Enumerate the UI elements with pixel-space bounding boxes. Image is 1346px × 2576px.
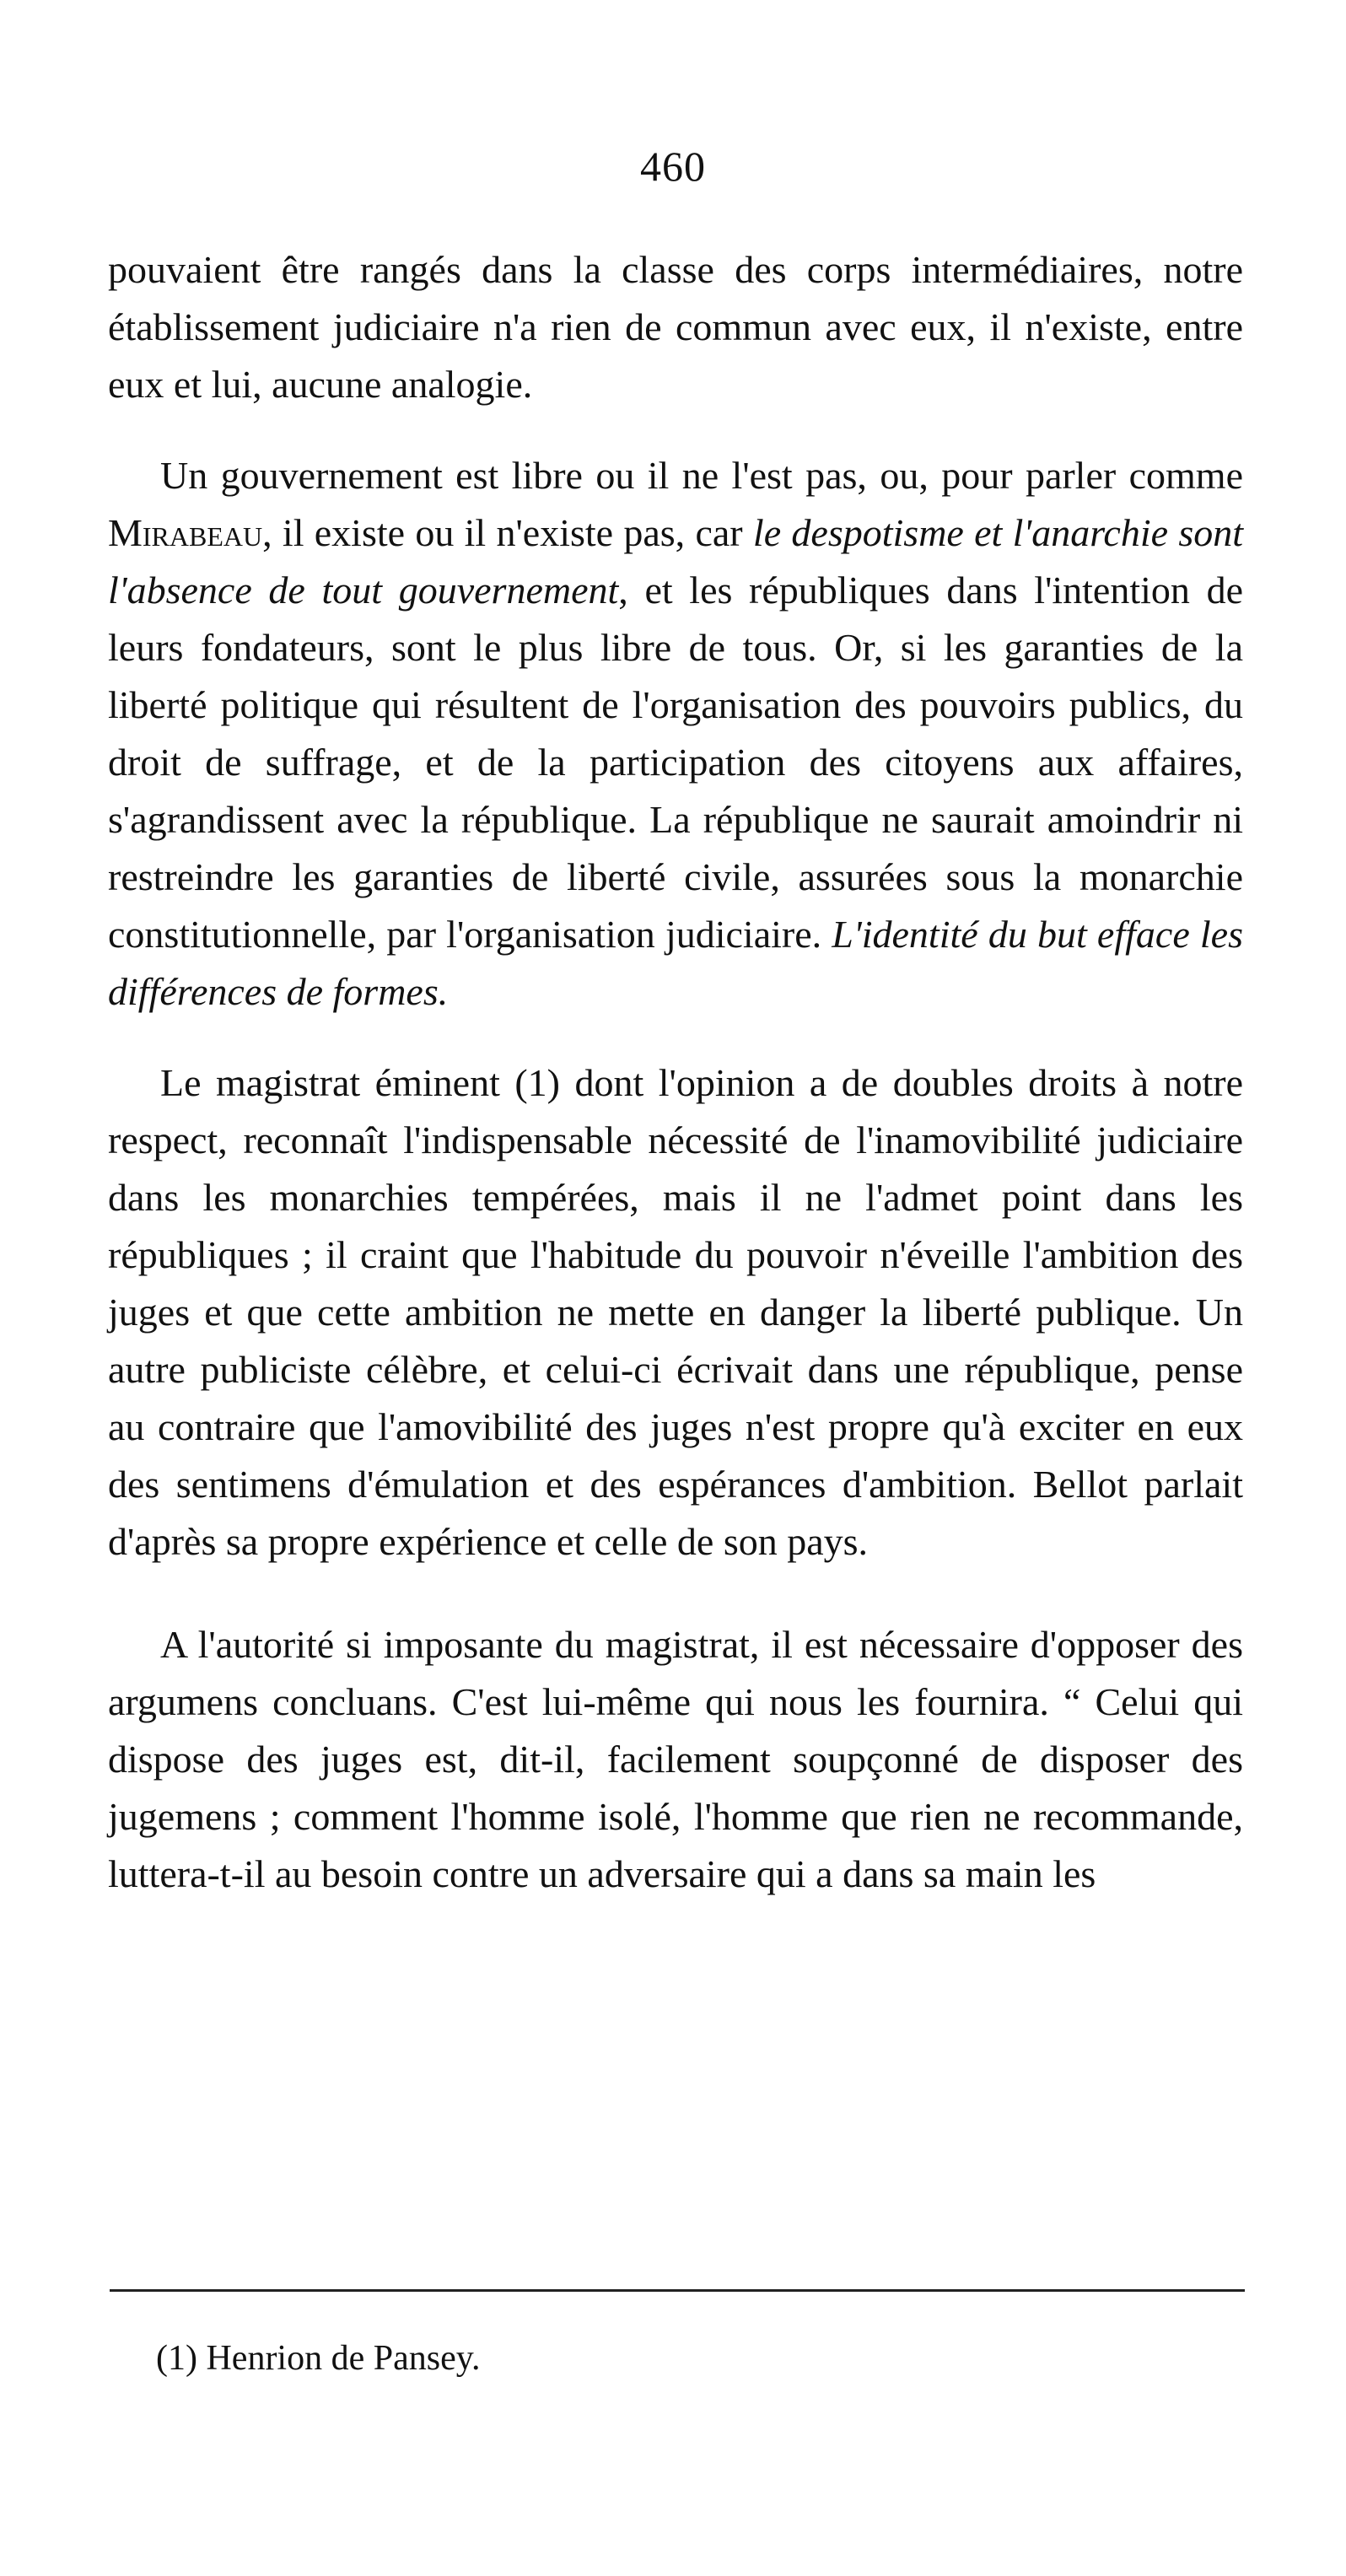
body-text <box>108 241 1243 1903</box>
paragraph-1 <box>108 241 1243 413</box>
paragraph-3-text: Le magistrat éminent (1) dont l'opinion a de doubles droits à notre respect, reconnaît l'indispensable nécessité de l'inamovibilité judiciaire dans les monarchies tempérées, mais il ne l'admet point dans les républiques ; il craint que l'habitude du pouvoir n'éveille l'ambition des juges et que cette ambition ne mette en danger la liberté publique. Un autre publiciste célèbre, et celui-ci écrivait dans une république, pense au contraire que l'amovibilité des juges n'est propre qu'à exciter en eux des sentimens d'émulation et des espérances d'ambition. Bellot parlait d'après sa propre expérience et celle de son pays. <box>108 1061 1243 1563</box>
paragraph-2-text-b: , il existe ou il n'existe pas, car <box>262 511 753 554</box>
paragraph-2-text-a: Un gouvernement est libre ou il ne l'est pas, ou, pour parler comme <box>160 454 1243 497</box>
page-number: 460 <box>640 143 706 190</box>
paragraph-2-text-c: , et les républiques dans l'intention de leurs fondateurs, sont le plus libre de tous. Or, si les garanties de la liberté politique qui résultent de l'organisation des pouvoirs publics, du droit de suffrage, et de la participation des citoyens aux affaires, s'agrandissent avec la république. La république ne saurait amoindrir ni restreindre les garanties de liberté civile, assurées sous la monarchie constitutionnelle, par l'organisation judiciaire. <box>108 569 1243 956</box>
footnote-divider <box>110 2289 1245 2292</box>
paragraph-2 <box>108 447 1243 1021</box>
author-name-mirabeau: Mirabeau <box>108 511 263 554</box>
footnote: (1) Henrion de Pansey. <box>156 2339 481 2378</box>
paragraph-4 <box>108 1616 1243 1903</box>
paragraph-1-text: pouvaient être rangés dans la classe des corps intermédiaires, notre établissement judiciaire n'a rien de commun avec eux, il n'existe, entre eux et lui, aucune analogie. <box>108 248 1243 406</box>
paragraph-2-quote: le despotisme et l'anarchie sont l'absence de tout gouvernement <box>108 511 1243 612</box>
paragraph-4-text: A l'autorité si imposante du magistrat, il est nécessaire d'opposer des argumens concluans. C'est lui-même qui nous les fournira. “ Celui qui dispose des juges est, dit-il, facilement soupçonné de disposer des jugemens ; comment l'homme isolé, l'homme que rien ne recommande, luttera-t-il au besoin contre un adversaire qui a dans sa main les <box>108 1623 1243 1895</box>
paragraph-3 <box>108 1054 1243 1571</box>
paragraph-2-maxim: L'identité du but efface les différences de formes. <box>108 913 1243 1013</box>
